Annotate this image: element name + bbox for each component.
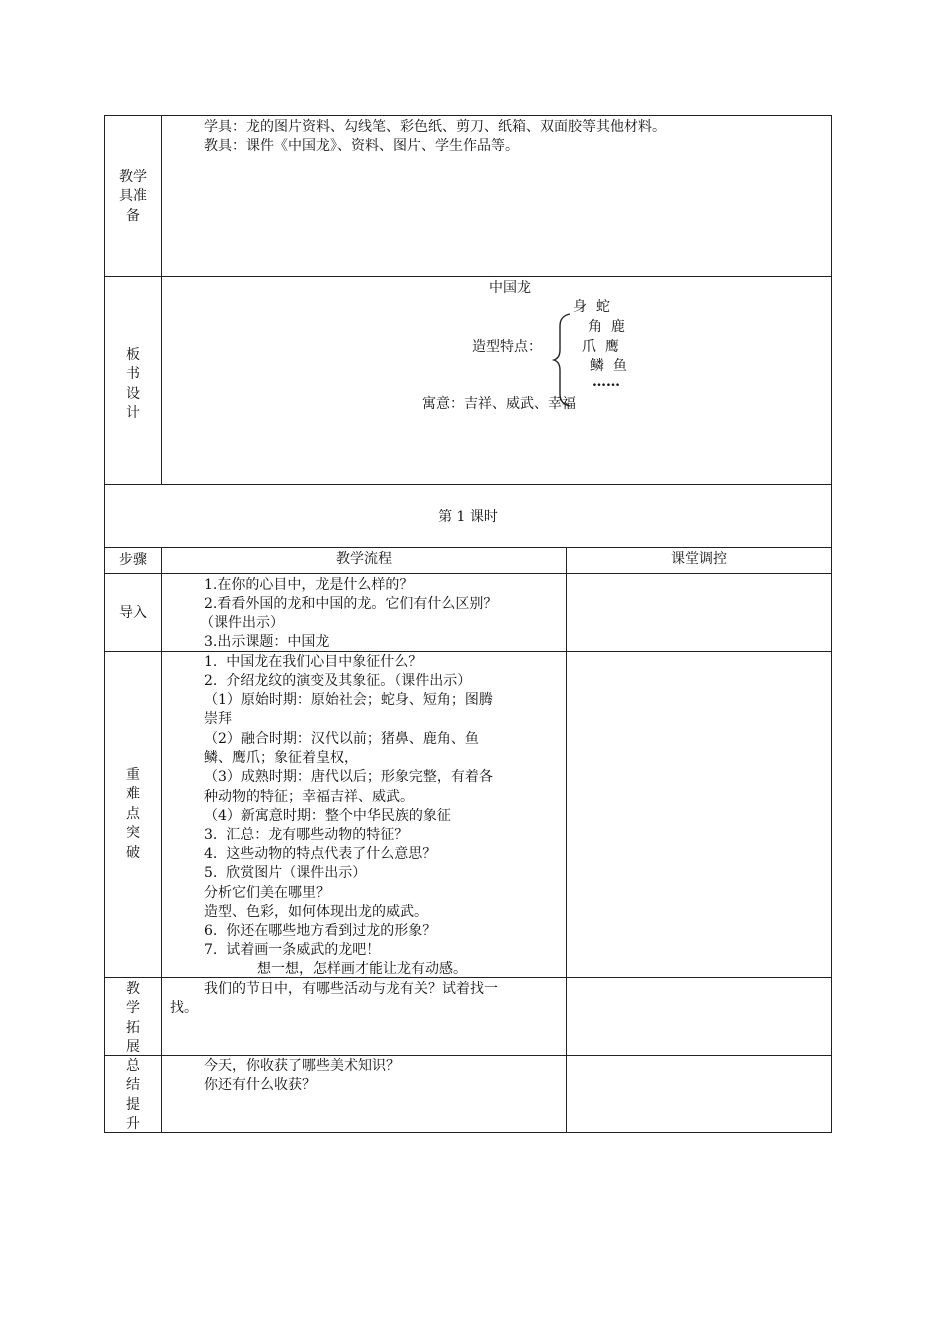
row-line	[104, 484, 832, 485]
key-line: （1）原始时期：原始社会；蛇身、短角；图腾	[204, 692, 493, 708]
label-char: 板	[126, 347, 140, 363]
header-step: 步骤	[119, 552, 147, 568]
label-char: 计	[126, 405, 140, 422]
board-feature: 身 蛇	[573, 299, 610, 315]
key-line: 分析它们美在哪里？	[204, 885, 330, 901]
label-divider-top	[161, 115, 162, 484]
label-char: 点	[126, 805, 140, 822]
label-divider-bottom	[161, 547, 162, 1133]
row-line	[104, 977, 832, 978]
label-char: 难	[126, 786, 140, 803]
board-label	[105, 346, 161, 424]
key-line: 3. 汇总：龙有哪些动物的特征？	[204, 827, 409, 843]
label-char: 总	[126, 1058, 140, 1074]
board-feature-label: 造型特点：	[472, 339, 542, 355]
label-char: 设	[126, 385, 140, 402]
key-line: 1. 中国龙在我们心目中象征什么？	[204, 654, 423, 670]
label-char: 教学	[119, 169, 147, 185]
key-line: 造型、色彩，如何体现出龙的威武。	[204, 904, 428, 920]
key-line: 6. 你还在哪些地方看到过龙的形象？	[204, 923, 437, 939]
intro-label: 导入	[119, 605, 147, 621]
row-line	[104, 1132, 832, 1133]
summary-line: 你还有什么收获？	[204, 1077, 316, 1093]
label-char: 突	[126, 825, 140, 842]
extend-line: 找。	[170, 1000, 198, 1016]
key-line: 2. 介绍龙纹的演变及其象征。（课件出示）	[204, 673, 472, 689]
key-line: （4）新寓意时期：整个中华民族的象征	[204, 808, 451, 824]
key-line: 想一想，怎样画才能让龙有动感。	[257, 961, 467, 977]
label-char: 拓	[126, 1019, 140, 1036]
intro-line: 2.看看外国的龙和中国的龙。它们有什么区别？	[204, 596, 498, 612]
board-feature: 鳞 鱼	[590, 358, 627, 374]
prep-line: 学具：龙的图片资料、勾线笔、彩色纸、剪刀、纸箱、双面胶等其他材料。	[204, 119, 666, 135]
board-meaning: 寓意：吉祥、威武、幸福	[422, 396, 576, 412]
board-feature-ellipsis: ……	[592, 374, 620, 390]
label-char: 破	[126, 844, 140, 861]
summary-line: 今天，你收获了哪些美术知识？	[204, 1058, 400, 1074]
row-line	[104, 115, 832, 116]
prep-label	[105, 168, 161, 226]
board-feature: 爪 鹰	[582, 339, 619, 355]
key-line: 4. 这些动物的特点代表了什么意思？	[204, 846, 437, 862]
label-char: 展	[126, 1039, 140, 1056]
label-char: 书	[126, 366, 140, 383]
board-feature: 角 鹿	[588, 319, 625, 335]
intro-line: 1.在你的心目中，龙是什么样的？	[204, 577, 414, 593]
extend-label	[105, 980, 161, 1058]
table-right-border	[831, 115, 832, 1133]
control-divider	[566, 547, 567, 1133]
key-line: （3）成熟时期：唐代以后；形象完整，有着各	[204, 769, 493, 785]
key-line: 崇拜	[204, 711, 232, 727]
key-line: 7. 试着画一条威武的龙吧！	[204, 942, 381, 958]
key-line: 鳞、鹰爪；象征着皇权，	[204, 750, 358, 766]
label-char: 升	[126, 1116, 140, 1133]
label-char: 学	[126, 1000, 140, 1017]
row-line	[104, 1055, 832, 1056]
row-line	[104, 276, 832, 277]
curly-brace-icon	[552, 312, 574, 408]
prep-line: 教具：课件《中国龙》、资料、图片、学生作品等。	[204, 138, 519, 154]
intro-line: 3.出示课题：中国龙	[204, 634, 330, 650]
key-line: 5. 欣赏图片（课件出示）	[204, 865, 367, 881]
row-line	[104, 547, 832, 548]
intro-line: （课件出示）	[200, 615, 284, 631]
label-char: 备	[126, 207, 140, 224]
label-char: 重	[126, 767, 140, 783]
extend-line: 我们的节日中，有哪些活动与龙有关？试着找一	[204, 981, 498, 997]
key-line: （2）融合时期：汉代以前；猪鼻、鹿角、鱼	[204, 731, 479, 747]
label-char: 具准	[119, 188, 147, 205]
key-line: 种动物的特征；幸福吉祥、威武。	[204, 789, 414, 805]
header-flow: 教学流程	[336, 551, 392, 567]
key-label	[105, 766, 161, 863]
board-title: 中国龙	[489, 280, 531, 296]
row-line	[104, 573, 832, 574]
summary-label	[105, 1057, 161, 1135]
header-control: 课堂调控	[671, 551, 727, 567]
label-char: 结	[126, 1077, 140, 1094]
lesson-title: 第 1 课时	[438, 509, 498, 525]
label-char: 教	[126, 981, 140, 997]
label-char: 提	[126, 1096, 140, 1113]
